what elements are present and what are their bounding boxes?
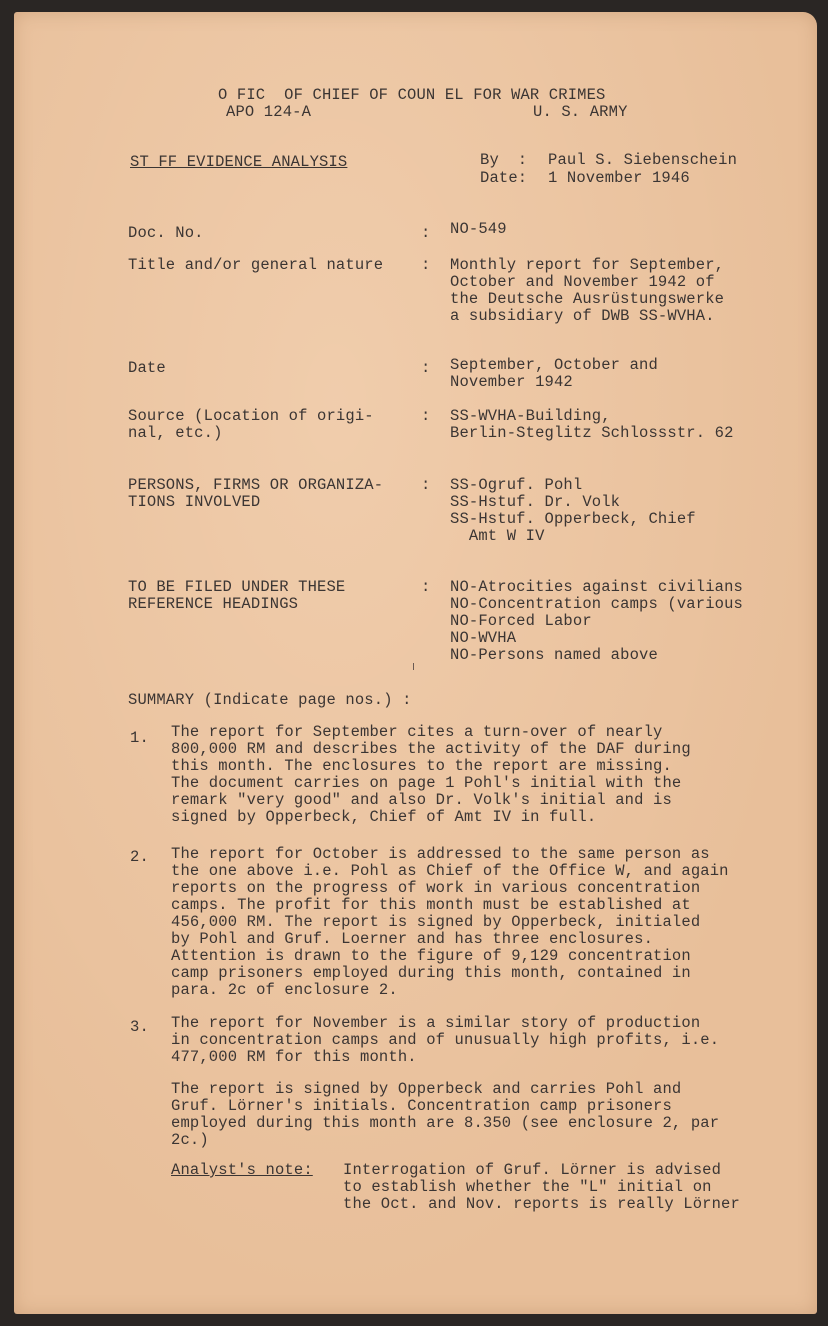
item-line: this month. The enclosures to the report are missing.	[171, 757, 672, 775]
persons-label: PERSONS, FIRMS OR ORGANIZA-	[128, 476, 384, 494]
item-line: camp prisoners employed during this month, contained in	[171, 964, 691, 982]
date-field-label: Date	[128, 359, 166, 377]
paragraph-line: Gruf. Lörner's initials. Concentration camp prisoners	[171, 1097, 672, 1115]
item-line: 477,000 RM for this month.	[171, 1048, 417, 1066]
doc-no-label: Doc. No.	[128, 224, 204, 242]
colon: :	[421, 359, 431, 377]
person-line: SS-Hstuf. Dr. Volk	[450, 493, 621, 511]
title-nature-line: the Deutsche Ausrüstungswerke	[450, 290, 725, 308]
army-label: U. S. ARMY	[533, 103, 628, 121]
item-line: para. 2c of enclosure 2.	[171, 981, 398, 999]
analyst-name: Paul S. Siebenschein	[548, 151, 738, 169]
date-field-line: September, October and	[450, 356, 658, 374]
item-line: by Pohl and Gruf. Loerner and has three enclosures.	[171, 930, 654, 948]
person-line: Amt W IV	[450, 527, 545, 545]
source-label: Source (Location of origi-	[128, 407, 374, 425]
item-line: The report for September cites a turn-over of nearly	[171, 723, 663, 741]
title-nature-line: a subsidiary of DWB SS-WVHA.	[450, 307, 715, 325]
paragraph-line: employed during this month are 8.350 (see enclosure 2, par	[171, 1114, 720, 1132]
item-line: The document carries on page 1 Pohl's initial with the	[171, 774, 682, 792]
item-number: 2.	[130, 848, 149, 866]
heading-line: NO-Concentration camps (various	[450, 595, 743, 613]
paragraph-line: 2c.)	[171, 1131, 209, 1149]
item-number: 1.	[130, 729, 149, 747]
office-heading: O FIC OF CHIEF OF COUN EL FOR WAR CRIMES	[218, 86, 606, 104]
item-line: remark "very good" and also Dr. Volk's initial and is	[171, 791, 672, 809]
colon: :	[421, 578, 431, 596]
item-line: The report for November is a similar story of production	[171, 1014, 701, 1032]
pencil-mark	[413, 663, 414, 670]
analyst-note-label: Analyst's note:	[171, 1161, 313, 1179]
document-page	[14, 12, 817, 1314]
by-label: By :	[480, 151, 528, 169]
analyst-note-line: to establish whether the "L" initial on	[343, 1178, 712, 1196]
analysis-date: 1 November 1946	[548, 169, 690, 187]
headings-label: REFERENCE HEADINGS	[128, 595, 299, 613]
heading-line: NO-Forced Labor	[450, 612, 592, 630]
item-line: 456,000 RM. The report is signed by Opperbeck, initialed	[171, 913, 701, 931]
source-line: Berlin-Steglitz Schlossstr. 62	[450, 424, 734, 442]
item-line: the one above i.e. Pohl as Chief of the Office W, and again	[171, 862, 729, 880]
person-line: SS-Hstuf. Opperbeck, Chief	[450, 510, 696, 528]
heading-line: NO-WVHA	[450, 629, 517, 647]
item-line: signed by Opperbeck, Chief of Amt IV in full.	[171, 808, 597, 826]
item-line: reports on the progress of work in various concentration	[171, 879, 701, 897]
item-number: 3.	[130, 1018, 149, 1036]
item-line: The report for October is addressed to the same person as	[171, 845, 710, 863]
persons-label: TIONS INVOLVED	[128, 493, 261, 511]
person-line: SS-Ogruf. Pohl	[450, 476, 583, 494]
summary-heading: SUMMARY (Indicate page nos.) :	[128, 691, 412, 709]
title-nature-line: Monthly report for September,	[450, 256, 725, 274]
item-line: camps. The profit for this month must be established at	[171, 896, 691, 914]
item-line: 800,000 RM and describes the activity of the DAF during	[171, 740, 691, 758]
document-title: ST FF EVIDENCE ANALYSIS	[130, 153, 348, 171]
analyst-note-line: Interrogation of Gruf. Lörner is advised	[343, 1161, 722, 1179]
title-nature-label: Title and/or general nature	[128, 256, 384, 274]
doc-no-value: NO-549	[450, 220, 507, 238]
date-field-line: November 1942	[450, 373, 573, 391]
paragraph-line: The report is signed by Opperbeck and carries Pohl and	[171, 1080, 682, 1098]
item-line: in concentration camps and of unusually high profits, i.e.	[171, 1031, 720, 1049]
item-line: Attention is drawn to the figure of 9,129 concentration	[171, 947, 691, 965]
date-label: Date:	[480, 169, 528, 187]
apo-number: APO 124-A	[226, 103, 312, 121]
source-label: nal, etc.)	[128, 424, 223, 442]
source-line: SS-WVHA-Building,	[450, 407, 611, 425]
colon: :	[421, 476, 431, 494]
heading-line: NO-Persons named above	[450, 646, 658, 664]
colon: :	[421, 407, 431, 425]
heading-line: NO-Atrocities against civilians	[450, 578, 743, 596]
title-nature-line: October and November 1942 of	[450, 273, 715, 291]
headings-label: TO BE FILED UNDER THESE	[128, 578, 346, 596]
colon: :	[421, 256, 431, 274]
colon: :	[421, 224, 431, 242]
analyst-note-line: the Oct. and Nov. reports is really Lörner	[343, 1195, 740, 1213]
